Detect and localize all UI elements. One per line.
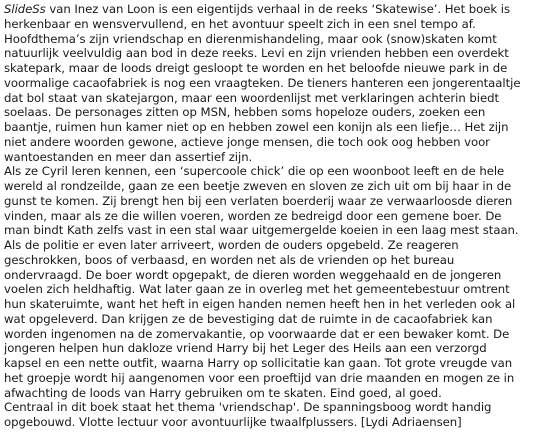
text-line-10: niet andere woorden gewone, actieve jonge mensen, die toch ook oog hebben voor: [4, 134, 490, 149]
text-line-14: gunst te komen. Zij brengt hen bij een verlaten boerderij waar ze verwaarloosde dieren: [4, 193, 513, 208]
text-line-19: ondervraagd. De boer wordt opgepakt, de dieren worden weggehaald en de jongeren: [4, 267, 502, 282]
text-line-2: herkenbaar en wensvervullend, en het avontuur speelt zich in een snel tempo af.: [4, 16, 476, 31]
review-text: [4, 2, 556, 430]
text-line-18: geschrokken, boos of verbaasd, en worden net als de vrienden op het bureau: [4, 252, 455, 267]
text-line-11: wantoestanden en meer dan assertief zijn.: [4, 149, 253, 164]
text-line-23: worden ingenomen na de zomervakantie, op voorwaarde dat er een bewaker komt. De: [4, 326, 510, 341]
text-line-20: voelen zich heldhaftig. Wat later gaan ze in overleg met het gemeentebestuur omtrent: [4, 282, 510, 297]
text-line-29: opgebouwd. Vlotte lectuur voor avontuurlijke twaalfplussers. [Lydi Adriaensen]: [4, 415, 462, 429]
text-line-17: Als de politie er even later arriveert, worden de ouders opgebeld. Ze reageren: [4, 238, 459, 252]
text-line-15: vinden, maar als ze die willen voeren, worden ze bedreigd door een gemene boer. De: [4, 208, 502, 223]
text-line-13: wereld al rondzeilde, gaan ze een beetje zweven en sloven ze zich uit om bij haar in de: [4, 179, 512, 193]
text-line-3: Hoofdthema’s zijn vriendschap en dierenmishandeling, maar ook (snow)skaten komt: [4, 31, 497, 46]
text-line-7: dat bol staat van skatejargon, maar een woordenlijst met verklaringen achterin biedt: [4, 90, 500, 105]
text-line-4: natuurlijk veelvuldig aan bod in deze reeks. Levi en zijn vrienden hebben een overdekt: [4, 46, 509, 61]
text-line-27: afwachting de loods van Harry gebruiken om te skaten. Eind goed, al goed.: [4, 385, 442, 400]
text-line-1: SlideSs van Inez van Loon is een eigentijds verhaal in de reeks ‘Skatewise’. Het boek is: [4, 2, 511, 16]
text-line-21: hun skateruimte, want het heft in eigen handen nemen heeft hen in het verleden ook al: [4, 297, 516, 311]
text-line-26: het groepje wordt hij aangenomen voor een proeftijd van drie maanden en mogen ze in: [4, 370, 515, 385]
text-line-16: man bindt Kath zelfs vast in een stal waar uitgemergelde koeien in een laag mest staan.: [4, 223, 519, 238]
text-line-28: Centraal in dit boek staat het thema 'vriendschap'. De spanningsboog wordt handig: [4, 400, 492, 415]
text-line-22: wat opgeleverd. Dan krijgen ze de bevestiging dat de ruimte in de cacaofabriek kan: [4, 311, 493, 326]
text-line-8: soelaas. De personages zitten op MSN, hebben soms hopeloze ouders, zoeken een: [4, 105, 486, 120]
text-line-24: jongeren helpen hun dakloze vriend Harry bij het Leger des Heils aan een verzorgd: [4, 341, 487, 356]
text-line-9: baantje, ruimen hun kamer niet op en hebben zowel een konijn als een liefje… Het zijn: [4, 120, 509, 134]
book-title: SlideSs: [4, 2, 46, 16]
text-line-12: Als ze Cyril leren kennen, een ‘supercoole chick’ die op een woonboot leeft en de hele: [4, 164, 505, 179]
text-line-5: skatepark, maar de loods dreigt gesloopt te worden en het beloofde nieuwe park in de: [4, 61, 508, 75]
text-line-25: kapsel en een nette outfit, waarna Harry op sollicitatie kan gaan. Tot grote vreugde van: [4, 356, 513, 370]
text-line-6: voormalige cacaofabriek is nog een vraagteken. De tieners hanteren een jongerentaaltje: [4, 75, 521, 90]
